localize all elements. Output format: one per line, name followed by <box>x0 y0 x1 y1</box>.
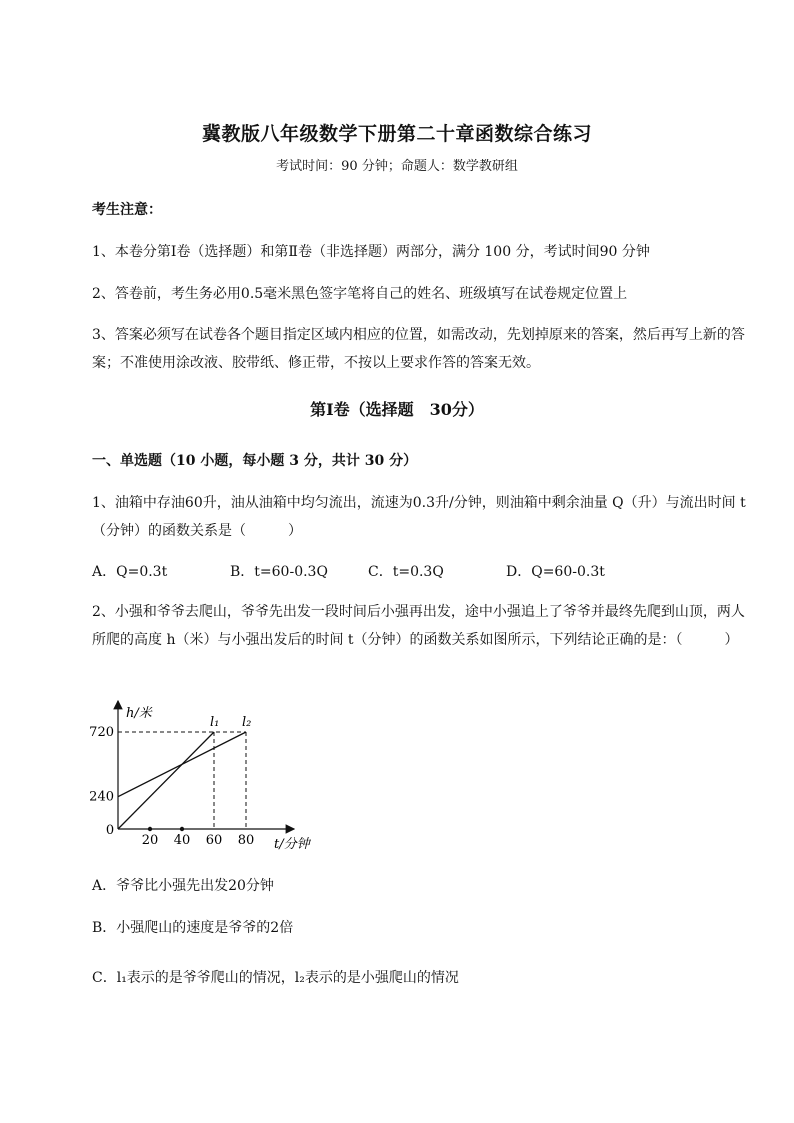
option-c[interactable]: C．t=0.3Q <box>368 564 444 580</box>
section-title: 第Ⅰ卷（选择题 30分） <box>310 400 484 419</box>
x-tick-label: 20 <box>141 833 159 848</box>
x-tick-label: 40 <box>173 833 191 848</box>
notice-item: 3、答案必须写在试卷各个题目指定区域内相应的位置，如需改动，先划掉原来的答案，然后再写上新的答案；不准使用涂改液、胶带纸、修正带，不按以上要求作答的答案无效。 <box>92 327 745 371</box>
option-d[interactable]: D．Q=60-0.3t <box>506 564 605 580</box>
question-2-option-b[interactable]: B．小强爬山的速度是爷爷的2倍 <box>92 920 294 936</box>
notice-item: 1、本卷分第Ⅰ卷（选择题）和第Ⅱ卷（非选择题）两部分，满分 100 分，考试时间90 分钟 <box>92 244 650 260</box>
y-tick-label: 720 <box>89 725 114 741</box>
function-graph <box>80 695 340 865</box>
y-axis-label: h/米 <box>126 706 152 721</box>
x-axis-label: t/分钟 <box>274 837 310 852</box>
question-2-option-c[interactable]: C．l₁表示的是爷爷爬山的情况，l₂表示的是小强爬山的情况 <box>92 970 459 986</box>
question-1-options <box>92 558 752 586</box>
x-tick-label: 80 <box>237 833 255 848</box>
exam-info: 考试时间：90 分钟；命题人：数学教研组 <box>276 159 518 174</box>
question-2-option-a[interactable]: A．爷爷比小强先出发20分钟 <box>92 878 274 894</box>
series-line-2 <box>118 732 246 797</box>
x-tick-dot <box>180 827 184 831</box>
series-label: l₂ <box>242 715 252 731</box>
x-tick-dot <box>148 827 152 831</box>
y-tick-label: 240 <box>89 789 114 805</box>
x-tick-label: 60 <box>205 833 223 848</box>
origin-label: 0 <box>105 823 115 838</box>
page-title: 冀教版八年级数学下册第二十章函数综合练习 <box>201 123 592 145</box>
question-1-stem: 1、油箱中存油60升，油从油箱中均匀流出，流速为0.3升/分钟，则油箱中剩余油量 Q（升）与流出时间 t（分钟）的函数关系是（ ） <box>92 495 746 539</box>
option-b[interactable]: B．t=60-0.3Q <box>230 564 328 580</box>
option-a[interactable]: A．Q=0.3t <box>92 564 168 580</box>
part-heading: 一、单选题（10 小题，每小题 3 分，共计 30 分） <box>92 453 418 469</box>
notice-item: 2、答卷前，考生务必用0.5毫米黑色签字笔将自己的姓名、班级填写在试卷规定位置上 <box>92 286 628 302</box>
series-line-1 <box>118 732 214 829</box>
notice-heading: 考生注意： <box>92 202 162 218</box>
series-label: l₁ <box>210 715 220 731</box>
question-2-stem: 2、小强和爷爷去爬山，爷爷先出发一段时间后小强再出发，途中小强追上了爷爷并最终先爬到山顶，两人所爬的高度 h（米）与小强出发后的时间 t（分钟）的函数关系如图所示，下列结论正确的是：（ ） <box>92 604 745 648</box>
